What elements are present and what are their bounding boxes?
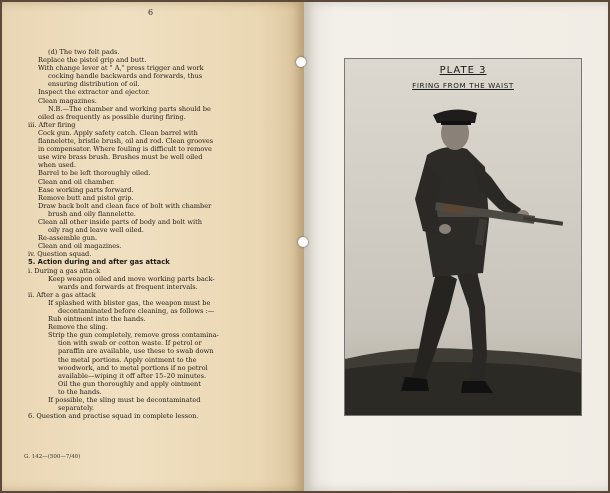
text-line: Replace the pistol grip and butt. [38, 56, 147, 65]
section-heading: 5. Action during and after gas attack [28, 258, 170, 267]
text-line: to the hands. [58, 387, 102, 396]
text-line: Remove butt and pistol grip. [38, 193, 134, 202]
text-line: separately. [58, 404, 95, 413]
text-line: cocking handle backwards and forwards, thus [48, 72, 203, 81]
text-line: If splashed with blister gas, the weapon must be [48, 298, 211, 307]
text-line: N.B.—The chamber and working parts should be [48, 104, 211, 113]
text-line: paraffin are available, use these to swab down [58, 347, 214, 356]
text-line: iv. Question squad. [28, 250, 92, 259]
text-line: in compensator. Where fouling is difficult to remove [38, 145, 212, 154]
text-line: If possible, the sling must be decontaminated [48, 396, 201, 405]
text-line: oily rag and leave well oiled. [48, 226, 144, 235]
text-line: ii. After a gas attack [28, 290, 96, 299]
text-line: Barrel to be left thoroughly oiled. [38, 169, 151, 178]
text-line: i. During a gas attack [28, 266, 101, 275]
plate-photo [344, 58, 582, 416]
text-line: With change lever at " A," press trigger and work [38, 64, 204, 73]
text-line: Keep weapon oiled and move working parts back- [48, 274, 215, 283]
text-line: Cock gun. Apply safety catch. Clean barrel with [38, 128, 198, 137]
page-number: 6 [148, 8, 154, 17]
text-line: Strip the gun completely, remove gross contamina- [48, 331, 219, 340]
text-line: 6. Question and practise squad in complete lesson. [28, 412, 199, 421]
text-line: brush and oily flannelette. [48, 209, 136, 218]
text-line: Oil the gun thoroughly and apply ointment [58, 379, 201, 388]
text-line: Re-assemble gun. [38, 234, 98, 243]
instruction-text [28, 48, 268, 420]
text-line: flannelette, bristle brush, oil and rod. Clean grooves [38, 137, 214, 146]
plate-number: PLATE 3 [439, 65, 487, 76]
text-line: Draw back bolt and clean face of bolt with chamber [38, 201, 212, 210]
text-line: (d) The two felt pads. [48, 48, 120, 56]
text-line: ensuring distribution of oil. [48, 80, 140, 89]
text-line: woodwork, and to metal portions if no petrol [58, 363, 208, 372]
binding-hole [298, 237, 308, 247]
text-line: iii. After firing [28, 120, 76, 129]
text-line: wards and forwards at frequent intervals. [58, 282, 198, 291]
text-line: Clean and oil chamber. [38, 177, 115, 186]
text-line: Clean magazines. [38, 96, 97, 105]
text-line: oiled as frequently as possible during firing. [38, 112, 186, 121]
text-line: available—wiping it off after 15–20 minutes. [58, 371, 207, 380]
text-line: decontaminated before cleaning, as follows :— [58, 307, 215, 315]
text-line: the metal portions. Apply ointment to the [58, 355, 197, 364]
text-line: Remove the sling. [48, 323, 108, 332]
plate-caption: FIRING FROM THE WAIST [412, 81, 514, 90]
print-code: G. 142—(500—7/40) [24, 454, 81, 460]
text-line: Inspect the extractor and ejector. [38, 88, 150, 97]
text-line: Clean all other inside parts of body and bolt with [38, 217, 203, 226]
left-page [2, 2, 304, 491]
text-line: Clean and oil magazines. [38, 242, 122, 251]
text-line: tion with swab or cotton waste. If petrol or [58, 339, 202, 348]
text-line: when used. [38, 161, 76, 170]
text-line: Ease working parts forward. [38, 185, 134, 194]
soldier-photo-image [345, 59, 581, 415]
text-line: Rub ointment into the hands. [48, 315, 146, 324]
binding-hole [296, 57, 306, 67]
text-line: use wire brass brush. Brushes must be well oiled [38, 153, 203, 162]
